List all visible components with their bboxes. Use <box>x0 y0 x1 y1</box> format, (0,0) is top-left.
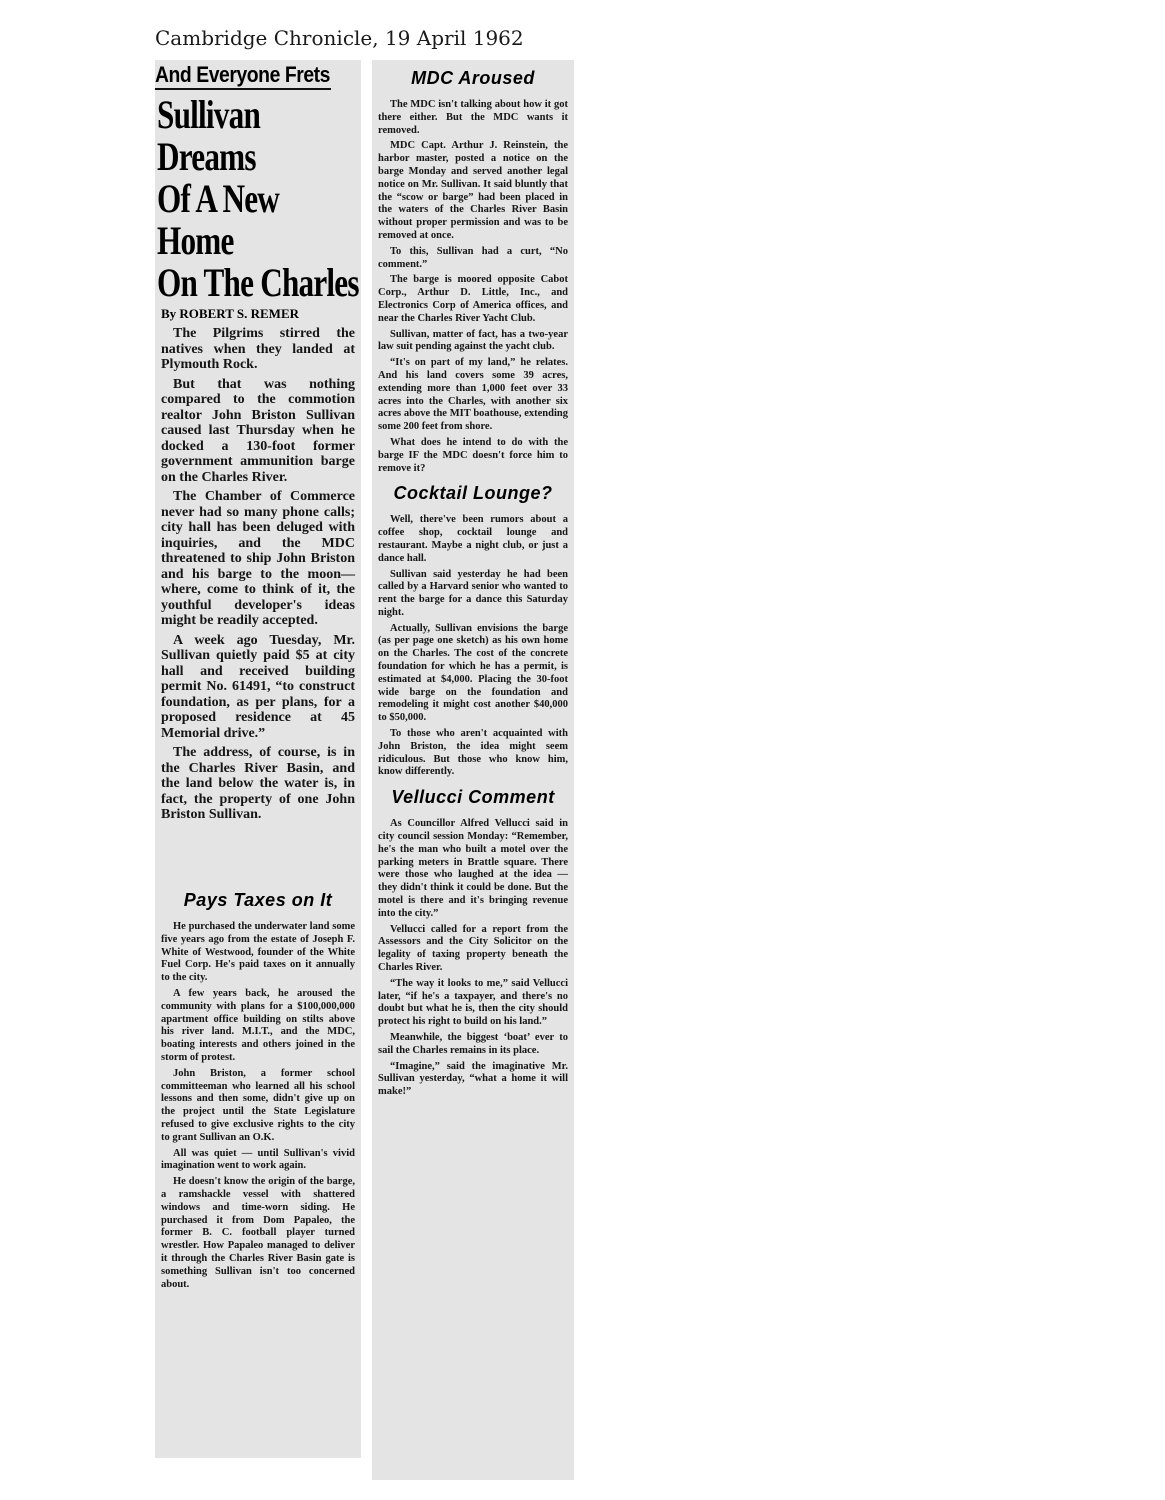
kicker-headline: And Everyone Frets <box>155 60 331 90</box>
paragraph: Well, there've been rumors about a coffee shop, cocktail lounge and restaurant. Maybe a night club, or just a dance hall. <box>378 514 568 564</box>
paragraph: Sullivan said yesterday he had been called by a Harvard senior who wanted to rent the barge for a dance this Saturday night. <box>378 568 568 618</box>
section-heading: Cocktail Lounge? <box>393 483 553 504</box>
paragraph: As Councillor Alfred Vellucci said in city council session Monday: “Remember, he's the man who built a motel over the parking meters in Brattle square. There were those who laughed at the idea — they didn't think it could be done. But the motel is there and it's bringing revenue into the city.” <box>378 818 568 919</box>
headline-line: Of A New Home <box>157 176 280 263</box>
clipping-column-2 <box>372 60 574 1480</box>
paragraph: “The way it looks to me,” said Vellucci later, “if he's a taxpayer, and there's no doubt but what he is, then the city should protect his right to build on his land.” <box>378 977 568 1028</box>
paragraph: But that was nothing compared to the commotion realtor John Briston Sullivan caused last Thursday when he docked a 130-foot former government ammunition barge on the Charles River. <box>161 376 355 485</box>
paragraph: All was quiet — until Sullivan's vivid imagination went to work again. <box>161 1147 355 1172</box>
archive-caption: Cambridge Chronicle, 19 April 1962 <box>155 26 524 50</box>
section-heading: MDC Aroused <box>411 68 535 88</box>
paragraph: He doesn't know the origin of the barge, a ramshackle vessel with shattered windows and time-worn siding. He purchased it from Dom Papaleo, the former B. C. football player turned wrestler. How Papaleo managed to deliver it through the Charles River Basin gate is something Sullivan isn't too concerned about. <box>161 1176 355 1290</box>
section-text <box>372 514 574 779</box>
paragraph: He purchased the underwater land some five years ago from the estate of Joseph F. White of Westwood, founder of the White Fuel Corp. He's paid taxes on it annually to the city. <box>161 921 355 984</box>
paragraph: The barge is moored opposite Cabot Corp., Arthur D. Little, Inc., and Electronics Corp of America offices, and near the Charles River Yacht Club. <box>378 274 568 324</box>
paragraph: John Briston, a former school committeeman who learned all his school lessons and then some, didn't give up on the project until the State Legislature refused to give exclusive rights to the city to grant Sullivan an O.K. <box>161 1067 355 1143</box>
paragraph: The MDC isn't talking about how it got there either. But the MDC wants it removed. <box>378 99 568 136</box>
paragraph: Vellucci called for a report from the Assessors and the City Solicitor on the legality of taxing property beneath the Charles River. <box>378 923 568 974</box>
paragraph: The address, of course, is in the Charles River Basin, and the land below the water is, in fact, the property of one John Briston Sullivan. <box>161 745 355 822</box>
headline-line: On The Charles <box>157 260 359 305</box>
paragraph: Sullivan, matter of fact, has a two-year law suit pending against the yacht club. <box>378 328 568 353</box>
section-heading: Pays Taxes on It <box>183 890 333 910</box>
paragraph: MDC Capt. Arthur J. Reinstein, the harbor master, posted a notice on the barge Monday and served another legal notice on Mr. Sullivan. It said bluntly that the “scow or barge” had been placed in the waters of the Charles River Basin without proper permission and was to be removed at once. <box>378 140 568 241</box>
paragraph: “Imagine,” said the imaginative Mr. Sullivan yesterday, “what a home it will make!” <box>378 1060 568 1098</box>
main-headline <box>157 94 360 304</box>
paragraph: A few years back, he aroused the community with plans for a $100,000,000 apartment office building on stilts above his river land. M.I.T., and the MDC, boating interests and others joined in the storm of protest. <box>161 987 355 1063</box>
section-text <box>372 99 574 475</box>
paragraph: A week ago Tuesday, Mr. Sullivan quietly paid $5 at city hall and received building permit No. 61491, “to construct foundation, as per plans, for a proposed residence at 45 Memorial drive.” <box>161 632 355 741</box>
lead-text <box>155 326 361 823</box>
paragraph: The Pilgrims stirred the natives when they landed at Plymouth Rock. <box>161 326 355 372</box>
paragraph: Actually, Sullivan envisions the barge (as per page one sketch) as his own home on the Charles. The cost of the concrete foundation for which he has a permit, is estimated at $4,000. Placing the 30-foot wide barge on the foundation and remodeling it might cost another $40,000 to $50,000. <box>378 622 568 724</box>
section-text <box>155 921 361 1291</box>
byline: By ROBERT S. REMER <box>161 306 299 321</box>
paragraph: “It's on part of my land,” he relates. And his land covers some 39 acres, extending more than 1,000 feet over 33 acres into the Charles, with another six acres above the MIT boathouse, extending some 200 feet from shore. <box>378 357 568 433</box>
section-text <box>372 818 574 1099</box>
headline-line: Sullivan Dreams <box>157 92 261 179</box>
paragraph: To those who aren't acquainted with John Briston, the idea might seem ridiculous. But those who know him, know differently. <box>378 728 568 778</box>
paragraph: What does he intend to do with the barge IF the MDC doesn't force him to remove it? <box>378 436 568 474</box>
clipping-column-1-upper <box>155 60 361 885</box>
paragraph: Meanwhile, the biggest ‘boat’ ever to sail the Charles remains in its place. <box>378 1032 568 1056</box>
paragraph: To this, Sullivan had a curt, “No comment.” <box>378 245 568 270</box>
section-heading: Vellucci Comment <box>391 787 555 808</box>
clipping-column-1-lower <box>155 882 361 1458</box>
paragraph: The Chamber of Commerce never had so many phone calls; city hall has been deluged with inquiries, and the MDC threatened to ship John Briston and his barge to the moon—where, come to think of it, the youthful developer's ideas might be readily accepted. <box>161 489 355 628</box>
